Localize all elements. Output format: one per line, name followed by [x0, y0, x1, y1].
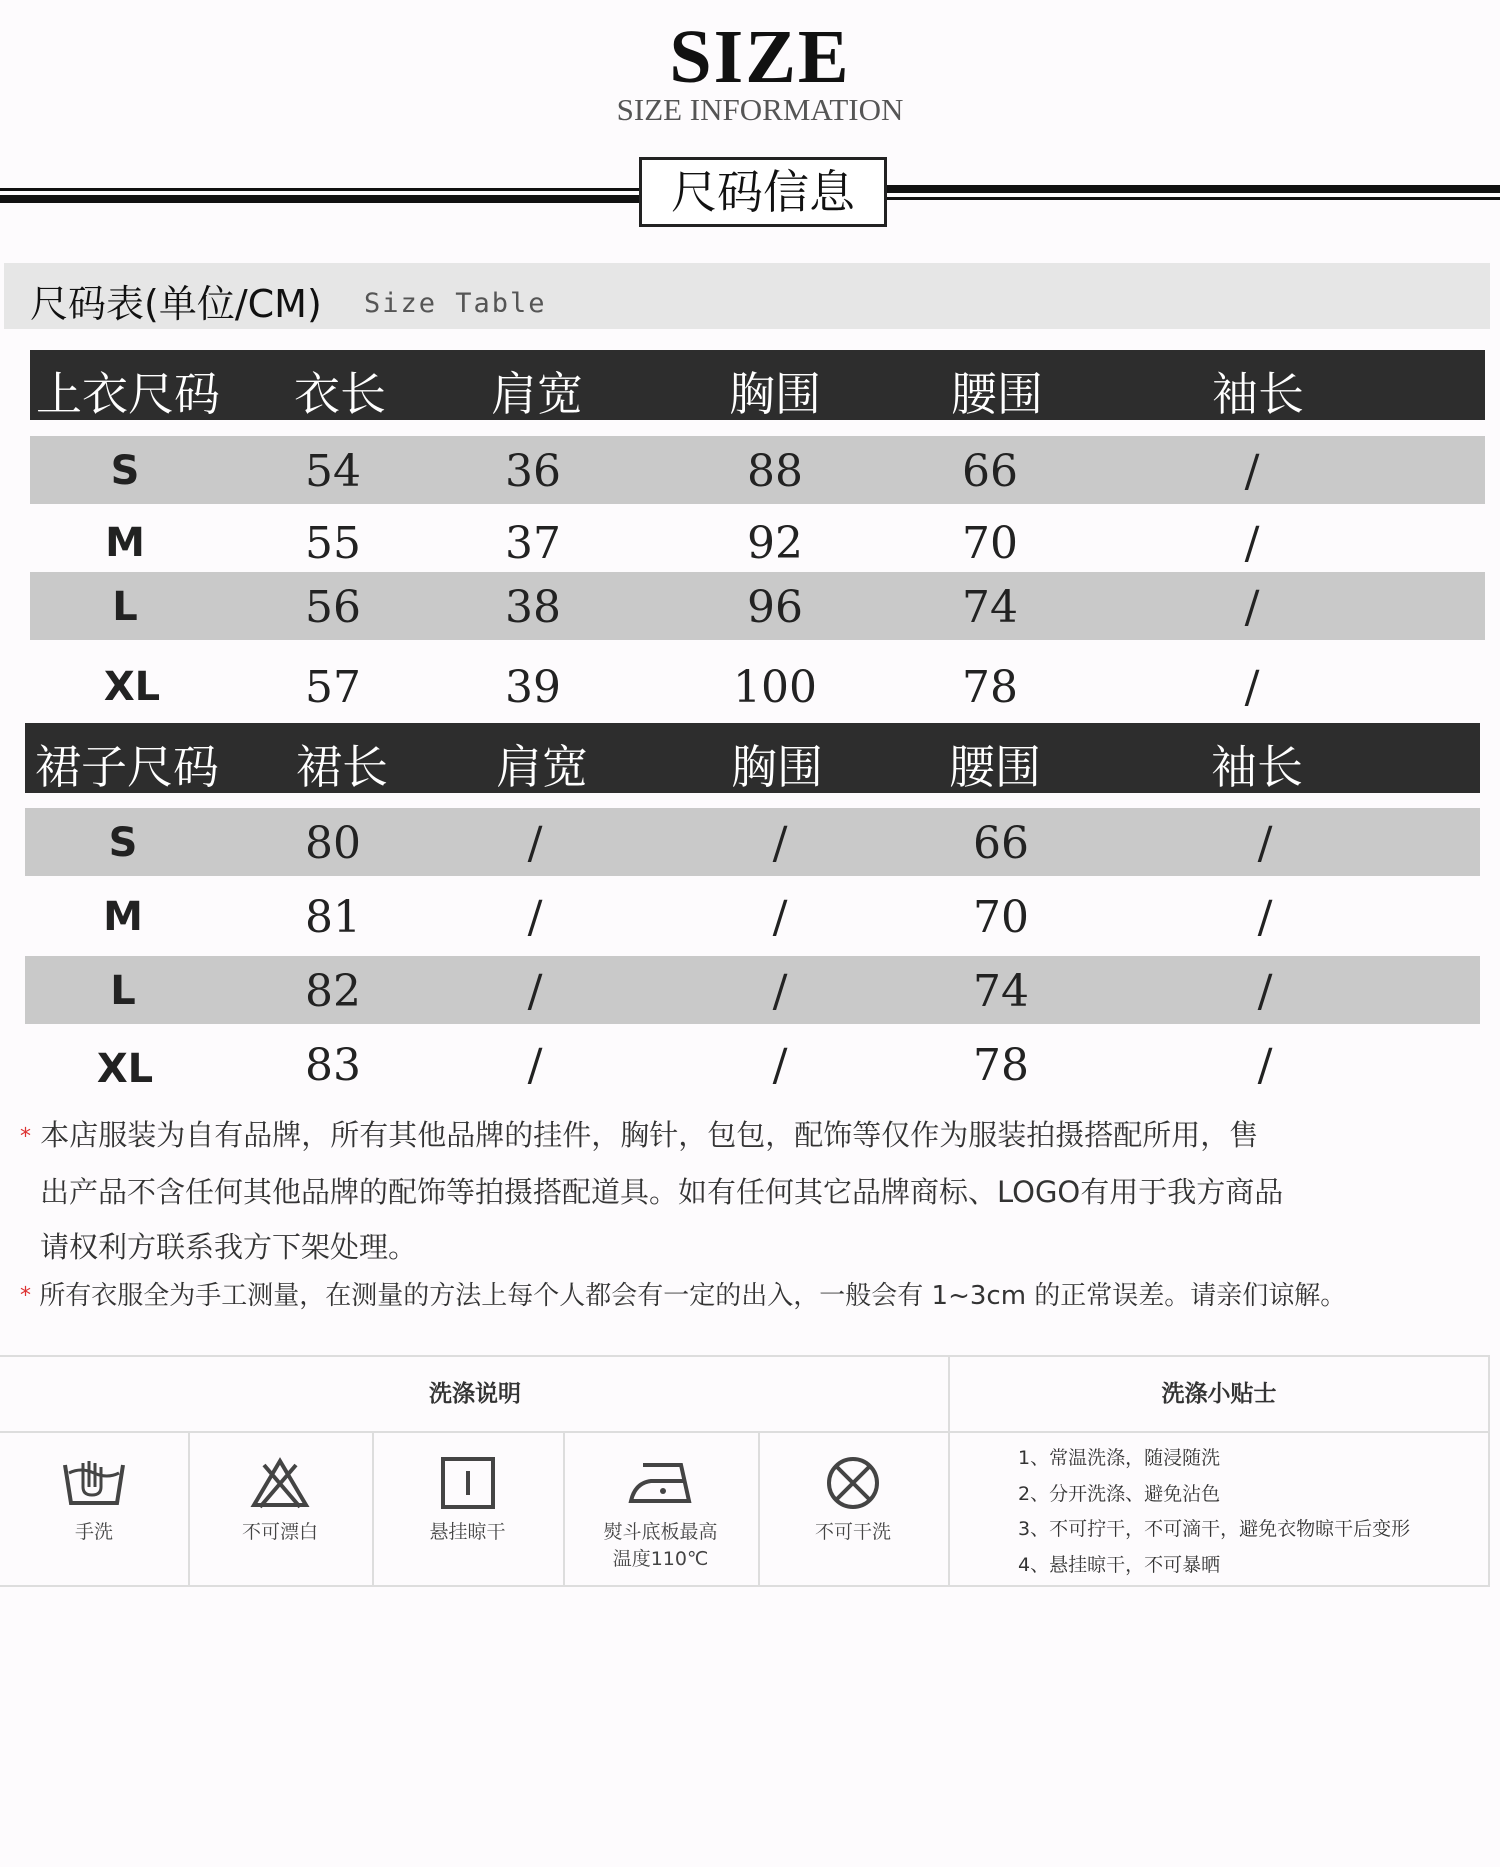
note-2: * 所有衣服全为手工测量，在测量的方法上每个人都会有一定的出入，一般会有 1~3cm 的正常误差。请亲们谅解。 — [20, 1280, 1347, 1311]
value-cell: / — [1244, 446, 1260, 497]
value-cell: / — [1244, 662, 1260, 713]
table-row — [30, 508, 1485, 576]
value-cell: / — [772, 1040, 788, 1091]
value-cell: 74 — [962, 582, 1018, 633]
value-cell: / — [772, 966, 788, 1017]
wash-item-no-bleach — [188, 1433, 372, 1583]
value-cell: / — [1244, 582, 1260, 633]
value-cell: / — [527, 966, 543, 1017]
notes-block — [20, 1108, 1480, 1317]
table-caption — [4, 263, 1490, 329]
size-label: L — [112, 584, 138, 630]
wash-label: 温度110℃ — [612, 1548, 709, 1570]
wash-item-no-dry-clean — [758, 1433, 948, 1583]
header-cell: 腰围 — [951, 367, 1043, 421]
wash-tip: 4、悬挂晾干，不可暴晒 — [1018, 1553, 1221, 1576]
table-caption-cn: 尺码表(单位/CM) — [30, 282, 322, 326]
value-cell: 56 — [305, 582, 361, 633]
wash-heading-right: 洗涤小贴士 — [1161, 1381, 1277, 1407]
value-cell: / — [1257, 1040, 1273, 1091]
wash-tip: 1、常温洗涤，随浸随洗 — [1018, 1447, 1221, 1469]
header-cell: 衣长 — [294, 367, 386, 421]
header-cell: 袖长 — [1212, 367, 1304, 421]
rule-right-thin — [886, 197, 1500, 200]
rule-left-thick — [0, 195, 640, 203]
value-cell: 83 — [305, 1040, 361, 1091]
value-cell: 92 — [747, 518, 803, 569]
value-cell: / — [772, 892, 788, 943]
value-cell: 78 — [973, 1040, 1029, 1091]
wash-label: 不可干洗 — [814, 1521, 891, 1543]
table-row — [30, 436, 1485, 504]
top-table-header — [30, 350, 1485, 420]
value-cell: / — [1257, 818, 1273, 869]
table-row — [30, 572, 1485, 640]
skirt-table-header — [25, 723, 1480, 793]
value-cell: 82 — [305, 966, 361, 1017]
header-cell: 胸围 — [731, 740, 823, 794]
wash-instructions — [0, 1355, 1490, 1587]
value-cell: 38 — [505, 582, 561, 633]
size-label: M — [105, 520, 145, 566]
value-cell: / — [1257, 966, 1273, 1017]
wash-label: 熨斗底板最高 — [603, 1521, 718, 1543]
value-cell: 37 — [505, 518, 561, 569]
wash-tip: 3、不可拧干，不可滴干，避免衣物晾干后变形 — [1018, 1518, 1411, 1540]
wash-tip: 2、分开洗涤、避免沾色 — [1018, 1482, 1221, 1505]
wash-item-hand-wash — [0, 1433, 188, 1583]
value-cell: 88 — [747, 446, 803, 497]
rule-left-thin — [0, 188, 640, 191]
note-1-line-2: 出产品不含任何其他品牌的配饰等拍摄搭配道具。如有任何其它品牌商标、LOGO有用于我方商品 — [40, 1174, 1284, 1209]
value-cell: / — [527, 1040, 543, 1091]
header-cell: 上衣尺码 — [36, 367, 220, 421]
table-row — [30, 652, 1485, 720]
size-label: XL — [103, 664, 161, 710]
table-row — [25, 882, 1480, 950]
value-cell: / — [1257, 892, 1273, 943]
wash-label: 悬挂晾干 — [429, 1521, 506, 1543]
size-label: L — [110, 968, 136, 1014]
value-cell: 39 — [505, 662, 561, 713]
rule-right-thick — [886, 185, 1500, 193]
value-cell: 54 — [305, 446, 361, 497]
value-cell: 80 — [305, 818, 361, 869]
page-subtitle: SIZE INFORMATION — [616, 92, 904, 127]
wash-divider — [948, 1357, 950, 1585]
size-label: S — [108, 820, 138, 866]
note-1-line-3: 请权利方联系我方下架处理。 — [40, 1229, 418, 1264]
value-cell: / — [772, 818, 788, 869]
wash-heading-left: 洗涤说明 — [429, 1381, 521, 1407]
wash-item-iron — [563, 1433, 758, 1583]
wash-item-hang-dry — [372, 1433, 563, 1583]
value-cell: 100 — [733, 662, 817, 713]
table-row — [25, 808, 1480, 876]
hang-dry-icon — [438, 1455, 498, 1511]
value-cell: 78 — [962, 662, 1018, 713]
table-row — [25, 1030, 1480, 1098]
value-cell: 66 — [962, 446, 1018, 497]
value-cell: 70 — [973, 892, 1029, 943]
size-label: XL — [96, 1046, 154, 1092]
value-cell: 57 — [305, 662, 361, 713]
iron-icon — [625, 1455, 697, 1511]
header-cell: 袖长 — [1211, 740, 1303, 794]
value-cell: 70 — [962, 518, 1018, 569]
header-cell: 肩宽 — [496, 740, 588, 794]
note-1-line-1: * 本店服装为自有品牌，所有其他品牌的挂件，胸针，包包，配饰等仅作为服装拍摄搭配所用，售 — [20, 1118, 1259, 1152]
value-cell: 96 — [747, 582, 803, 633]
note-marker: * — [20, 1124, 31, 1150]
value-cell: 66 — [973, 818, 1029, 869]
wash-label: 不可漂白 — [241, 1521, 318, 1543]
table-caption-en: Size Table — [364, 288, 547, 319]
wash-tips — [1018, 1441, 1410, 1583]
header-cell: 裙长 — [296, 740, 388, 794]
header-cell: 肩宽 — [491, 367, 583, 421]
value-cell: / — [527, 818, 543, 869]
value-cell: 81 — [305, 892, 361, 943]
header-cell: 腰围 — [949, 740, 1041, 794]
value-cell: 55 — [305, 518, 361, 569]
value-cell: 36 — [505, 446, 561, 497]
header-cell: 胸围 — [729, 367, 821, 421]
value-cell: / — [527, 892, 543, 943]
no-bleach-icon — [250, 1455, 310, 1511]
size-label: M — [103, 894, 143, 940]
section-badge: 尺码信息 — [639, 157, 887, 227]
wash-label: 手洗 — [74, 1521, 113, 1543]
hand-wash-icon — [61, 1455, 127, 1511]
size-label: S — [110, 448, 140, 494]
header-cell: 裙子尺码 — [35, 740, 219, 794]
value-cell: / — [1244, 518, 1260, 569]
table-row — [25, 956, 1480, 1024]
value-cell: 74 — [973, 966, 1029, 1017]
note-marker: * — [20, 1283, 31, 1308]
no-dry-clean-icon — [823, 1455, 883, 1511]
page-title: SIZE — [669, 15, 851, 99]
